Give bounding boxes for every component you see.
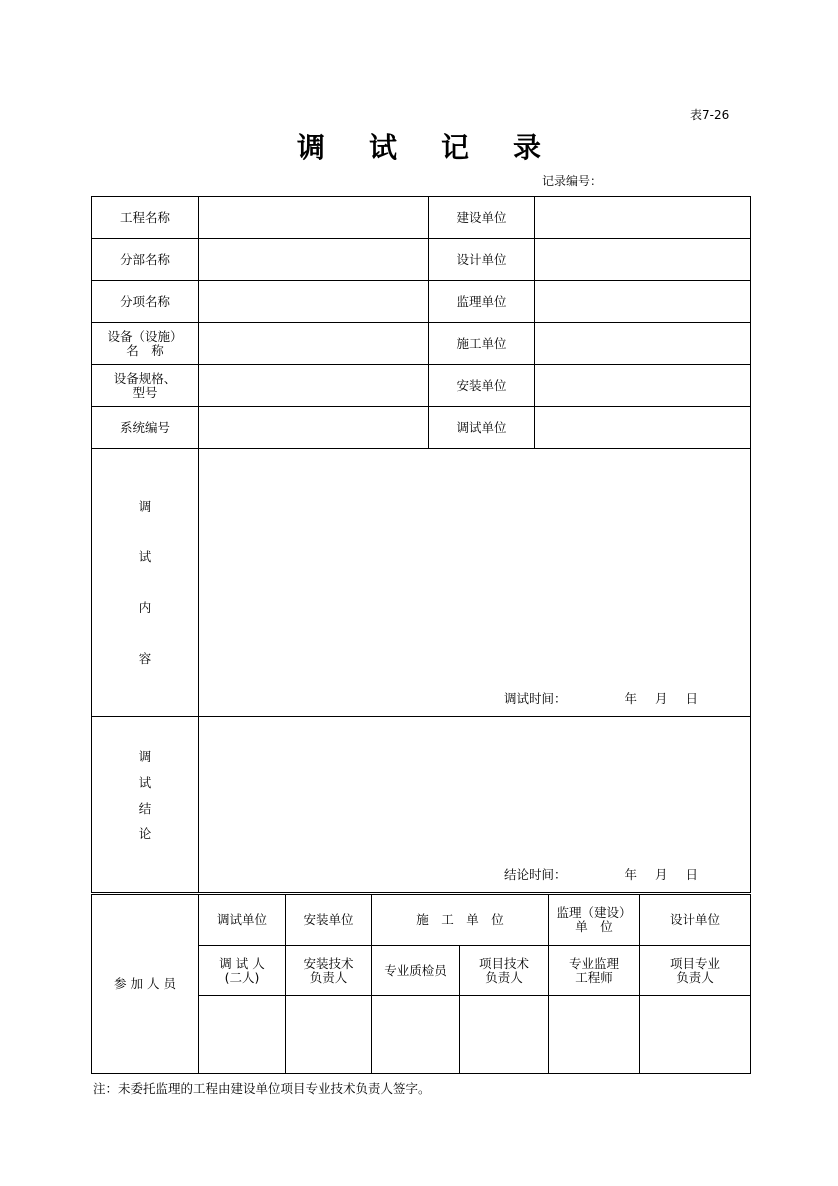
project-name-field[interactable] [199, 197, 429, 239]
subitem-name-label: 分项名称 [92, 281, 199, 323]
commissioning-unit-label: 调试单位 [429, 407, 535, 449]
label-char: 结 [138, 800, 152, 816]
label-char: 调 [138, 749, 152, 764]
label-line: 单 位 [575, 919, 613, 934]
label-line: 工程师 [575, 969, 613, 985]
info-table [91, 196, 751, 893]
table-row [92, 895, 751, 946]
equipment-name-label [92, 323, 199, 365]
role-installation-tech-lead [286, 946, 372, 996]
table-row [92, 197, 751, 239]
construction-unit-field[interactable] [535, 197, 751, 239]
role-quality-inspector: 专业质检员 [372, 946, 460, 996]
unit-supervision [549, 895, 640, 946]
label-char: 内 [138, 600, 152, 615]
signature-cell[interactable] [286, 996, 372, 1074]
construction-unit-label: 建设单位 [429, 197, 535, 239]
commissioning-content-field[interactable] [199, 449, 751, 717]
label-line: 安装技术 [303, 955, 354, 971]
supervision-unit-label: 监理单位 [429, 281, 535, 323]
title-char: 录 [513, 131, 542, 164]
label-line: 负责人 [676, 969, 714, 985]
project-name-label: 工程名称 [92, 197, 199, 239]
system-number-label: 系统编号 [92, 407, 199, 449]
label-char: 试 [138, 549, 152, 565]
signature-cell[interactable] [372, 996, 460, 1074]
label-char: 论 [138, 826, 152, 842]
label-char: 容 [138, 650, 152, 666]
label-line: 型号 [132, 384, 158, 400]
label-line: 负责人 [309, 969, 348, 985]
design-unit-field[interactable] [535, 239, 751, 281]
table-row [92, 365, 751, 407]
unit-installation: 安装单位 [286, 895, 372, 946]
subitem-name-field[interactable] [199, 281, 429, 323]
equipment-name-field[interactable] [199, 323, 429, 365]
table-row [92, 239, 751, 281]
page-title [0, 126, 838, 166]
label-line: 项目专业 [670, 955, 721, 971]
commissioning-time [504, 692, 698, 706]
unit-contractor: 施 工 单 位 [372, 895, 549, 946]
signature-cell[interactable] [199, 996, 286, 1074]
unit-commissioning: 调试单位 [199, 895, 286, 946]
conclusion-time [504, 868, 698, 882]
system-number-field[interactable] [199, 407, 429, 449]
contractor-unit-label: 施工单位 [429, 323, 535, 365]
title-char: 记 [441, 131, 470, 164]
commissioning-content-label [92, 449, 199, 717]
supervision-unit-field[interactable] [535, 281, 751, 323]
date-placeholder: 年 月 日 [624, 691, 698, 707]
role-commissioner [199, 946, 286, 996]
label-line: 项目技术 [479, 955, 530, 971]
design-unit-label: 设计单位 [429, 239, 535, 281]
label-char: 调 [138, 498, 152, 514]
label-char: 试 [138, 774, 152, 790]
participants-table [91, 894, 751, 1074]
table-row [92, 281, 751, 323]
label-line: (二人) [224, 969, 260, 985]
commissioning-time-label: 调试时间： [504, 691, 567, 707]
signature-cell[interactable] [549, 996, 640, 1074]
label-line: 设备规格、 [113, 370, 177, 386]
signature-cell[interactable] [460, 996, 549, 1074]
label-line: 负责人 [485, 969, 523, 985]
footnote: 注：未委托监理的工程由建设单位项目专业技术负责人签字。 [93, 1081, 431, 1096]
label-line: 调 试 人 [219, 955, 265, 971]
title-char: 调 [296, 131, 325, 164]
division-name-label: 分部名称 [92, 239, 199, 281]
unit-design: 设计单位 [640, 895, 751, 946]
label-line: 设备（设施） [107, 328, 183, 344]
label-line: 监理（建设） [556, 905, 632, 921]
commissioning-conclusion-label [92, 717, 199, 893]
title-char: 试 [368, 131, 397, 164]
role-project-tech-lead [460, 946, 549, 996]
installation-unit-label: 安装单位 [429, 365, 535, 407]
commissioning-unit-field[interactable] [535, 407, 751, 449]
division-name-field[interactable] [199, 239, 429, 281]
participants-label: 参 加 人 员 [92, 895, 199, 1074]
commissioning-conclusion-field[interactable] [199, 717, 751, 893]
label-line: 专业监理 [569, 955, 620, 971]
conclusion-time-label: 结论时间： [504, 867, 567, 883]
date-placeholder: 年 月 日 [624, 867, 698, 883]
installation-unit-field[interactable] [535, 365, 751, 407]
role-project-lead [640, 946, 751, 996]
table-row [92, 717, 751, 893]
record-number-label: 记录编号： [542, 174, 603, 188]
equipment-spec-field[interactable] [199, 365, 429, 407]
signature-cell[interactable] [640, 996, 751, 1074]
role-supervision-engineer [549, 946, 640, 996]
table-row [92, 449, 751, 717]
form-number: 表7-26 [690, 108, 730, 122]
contractor-unit-field[interactable] [535, 323, 751, 365]
equipment-spec-label [92, 365, 199, 407]
table-row [92, 323, 751, 365]
label-line: 名 称 [126, 342, 164, 358]
table-row [92, 407, 751, 449]
